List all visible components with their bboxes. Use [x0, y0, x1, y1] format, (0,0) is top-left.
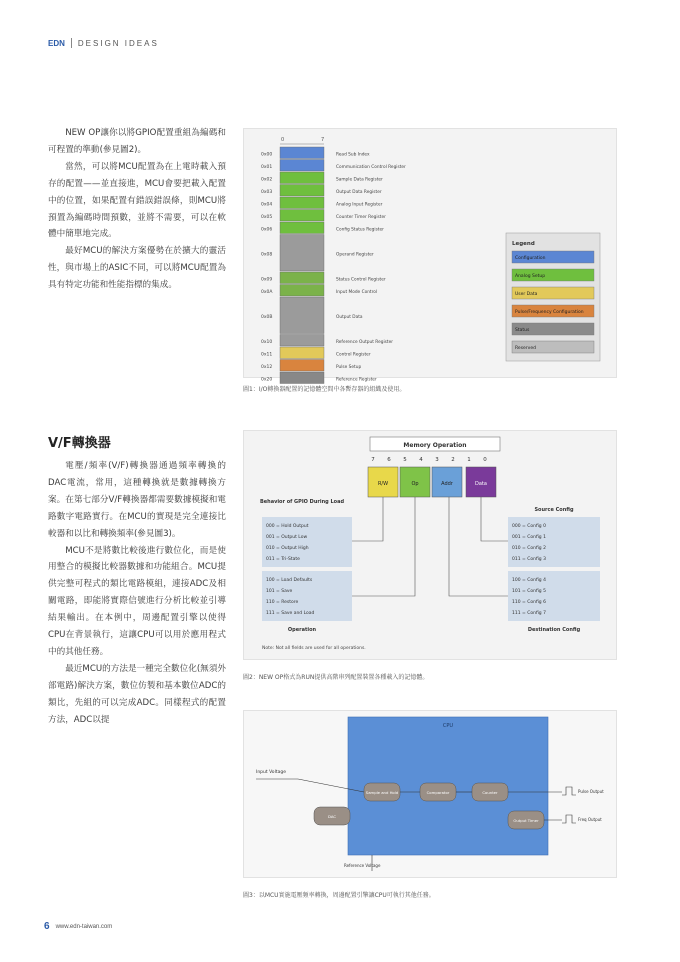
register-label: Reference Output Register	[336, 339, 393, 345]
right-title: Source Config	[534, 507, 574, 513]
register-address: 0x09	[261, 277, 273, 283]
bit-number: 6	[387, 457, 391, 463]
left-item: 011 = Tri-State	[266, 557, 300, 562]
register-address: 0x02	[261, 177, 273, 183]
register-cell	[280, 360, 324, 372]
register-label: Control Register	[336, 352, 371, 358]
register-map-diagram	[244, 129, 616, 383]
right-item: 101 = Config 5	[512, 589, 546, 594]
figure-3-vf-block-diagram	[243, 710, 617, 878]
legend-label: Pulse/Frequency Configuration	[515, 310, 584, 315]
register-address: 0x04	[261, 202, 273, 208]
bit-field-label: Op	[411, 481, 419, 487]
bit-label: 7	[321, 137, 325, 143]
paragraph: MCU不是將數比較後進行數位化，而是使用整合的模擬比較器數據和功能組合。MCU提供完整可程式的類比電路模組，連接ADC及相關電路，即能將實際信號進行分析比較並引導結果輸出。在本例中，周邊配置引擎以使得CPU在背景執行，這讓CPU可以用於應用程式中的其他任務。	[48, 545, 226, 657]
right-item: 110 = Config 6	[512, 600, 546, 605]
magazine-logo: EDN	[48, 38, 65, 48]
register-cell	[280, 222, 324, 234]
bit-number: 4	[419, 457, 423, 463]
register-label: Analog Input Register	[336, 202, 383, 208]
register-cell	[280, 172, 324, 184]
function-label: Output Timer	[513, 818, 539, 823]
bit-label: 0	[281, 137, 285, 143]
paragraph: 電壓/頻率(V/F)轉換器通過頻率轉換的DAC電流，常用，這種轉換就是數據轉換方案。在第七部分V/F轉換器都需要數據模擬和電路數字電路實行。在MCU的實現是完全連接比較器和以比和轉換頻率(參見圖3)。	[48, 461, 226, 539]
register-label: Counter Timer Register	[336, 214, 386, 220]
memory-operation-diagram	[244, 431, 616, 659]
register-cell	[280, 347, 324, 359]
function-label: Sample and Hold	[365, 790, 399, 795]
legend-label: Analog Setup	[515, 274, 546, 279]
left-item: 111 = Save and Load	[266, 611, 315, 616]
register-cell	[280, 210, 324, 222]
section-title: DESIGN IDEAS	[77, 38, 159, 48]
paragraph: 當然，可以將MCU配置為在上電時載入預存的配置——並直接進，MCU會要把載入配置中的位置，如果配置有錯誤錯誤條，則MCU將預置為編碼時間預數，並將不需要，可以在軟體中簡單地完成。	[48, 161, 226, 240]
legend-label: Status	[515, 328, 530, 333]
input-label: Input Voltage	[256, 770, 286, 775]
bit-number: 0	[483, 457, 487, 463]
output-label: Freq Output	[578, 817, 602, 822]
register-label: Config Status Register	[336, 227, 384, 233]
bit-number: 3	[435, 457, 439, 463]
left-item: 110 = Restore	[266, 600, 299, 605]
left-title: Behavior of GPIO During Load	[259, 499, 345, 505]
paragraph: 最近MCU的方法是一種完全數位化(無須外部電路)解決方案，數位仿製和基本數位ADC的類比，先組的可以完成ADC。同樣程式的配置方法，ADC以提	[48, 663, 226, 725]
register-label: Read Sub Index	[336, 152, 370, 158]
register-cell	[280, 285, 324, 297]
body-text-block-1	[48, 125, 226, 294]
footer-url[interactable]: www.edn-taiwan.com	[55, 923, 113, 930]
register-cell	[280, 147, 324, 159]
register-address: 0x01	[261, 164, 273, 170]
figure-3-caption: 圖3：以MCU實施電壓頻率轉換，周邊配置引擎讓CPU可執行其他任務。	[243, 892, 435, 899]
bit-number: 2	[451, 457, 455, 463]
left-footer: Operation	[287, 627, 317, 633]
pulse-symbol	[562, 815, 576, 823]
register-address: 0x03	[261, 189, 273, 195]
right-item: 111 = Config 7	[512, 611, 546, 616]
reference-label: Reference Voltage	[344, 863, 381, 868]
paragraph: 最好MCU的解決方案優勢在於擴大的靈活性，與市場上的ASIC不同，可以將MCU配置為具有特定功能和性能指標的集成。	[48, 246, 226, 291]
bit-field-label: R/W	[377, 481, 389, 487]
header-divider	[71, 38, 72, 48]
page-footer	[44, 921, 112, 932]
paragraph: NEW OP讓你以將GPIO配置重組為編碼和可程置的準動(參見圖2)。	[48, 128, 226, 155]
register-label: Sample Data Register	[336, 177, 383, 183]
connector	[352, 497, 383, 541]
register-address: 0x06	[261, 227, 273, 233]
legend-label: User Data	[515, 292, 538, 297]
register-label: Status Control Register	[336, 277, 386, 283]
right-item: 010 = Config 2	[512, 546, 546, 551]
register-label: Output Data	[336, 314, 363, 320]
pulse-symbol	[562, 787, 576, 795]
register-address: 0x11	[261, 352, 273, 358]
register-address: 0x12	[261, 364, 273, 370]
register-cell	[280, 197, 324, 209]
legend-label: Configuration	[515, 256, 546, 261]
left-item: 010 = Output High	[266, 546, 309, 551]
bit-field-label: Addr	[441, 481, 453, 487]
body-text-block-2	[48, 458, 226, 729]
vf-block-diagram	[244, 711, 616, 877]
connector	[449, 497, 508, 596]
running-header	[48, 38, 159, 48]
register-label: Input Mode Control	[336, 289, 378, 295]
register-cell	[280, 160, 324, 172]
right-item: 001 = Config 1	[512, 535, 546, 540]
diagram-note: Note: Not all fields are used for all operations.	[262, 646, 366, 651]
function-label: Counter	[482, 790, 498, 795]
figure-2-memory-operation	[243, 430, 617, 660]
function-label: Comparator	[426, 790, 450, 795]
connector	[352, 497, 415, 596]
register-cell	[280, 297, 324, 334]
right-item: 100 = Config 4	[512, 578, 546, 583]
register-address: 0x00	[261, 152, 273, 158]
figure-1-caption: 圖1：I/O轉換器配置的記憶體空間中各暫存器的組織及使用。	[243, 386, 406, 393]
register-address: 0x20	[261, 377, 273, 383]
register-cell	[280, 335, 324, 347]
legend-title: Legend	[512, 241, 535, 247]
register-label: Communication Control Register	[336, 164, 406, 170]
register-label: Reference Register	[336, 377, 377, 383]
register-cell	[280, 235, 324, 272]
right-item: 011 = Config 3	[512, 557, 546, 562]
left-item: 000 = Hold Output	[266, 524, 309, 529]
right-footer: Destination Config	[527, 627, 581, 633]
register-address: 0x0B	[261, 314, 273, 320]
bit-field-label: Data	[475, 481, 487, 487]
bit-number: 5	[403, 457, 407, 463]
register-label: Output Data Register	[336, 189, 382, 195]
diagram-title: Memory Operation	[403, 442, 467, 449]
legend-label: Reserved	[515, 346, 536, 351]
left-item: 101 = Save	[266, 589, 293, 594]
bit-number: 7	[371, 457, 375, 463]
output-label: Pulse Output	[578, 789, 604, 794]
register-cell	[280, 372, 324, 384]
register-label: Pulse Setup	[336, 364, 362, 370]
function-label: DAC	[327, 814, 337, 819]
figure-1-register-map	[243, 128, 617, 383]
register-address: 0x08	[261, 252, 273, 258]
register-cell	[280, 185, 324, 197]
left-item: 001 = Output Low	[266, 535, 308, 540]
left-item: 100 = Load Defaults	[266, 578, 313, 583]
right-item: 000 = Config 0	[512, 524, 546, 529]
register-cell	[280, 272, 324, 284]
register-label: Operand Register	[336, 252, 374, 258]
register-address: 0x10	[261, 339, 273, 345]
register-address: 0x0A	[261, 289, 273, 295]
connector	[481, 497, 508, 541]
figure-2-caption: 圖2：NEW OP格式為RUN提供高階串列配置裝置各種載入的記憶體。	[243, 674, 429, 681]
bit-number: 1	[467, 457, 471, 463]
register-address: 0x05	[261, 214, 273, 220]
section-heading: V/F轉換器	[48, 436, 111, 451]
cpu-title: CPU	[442, 723, 454, 729]
page-number: 6	[44, 921, 50, 932]
